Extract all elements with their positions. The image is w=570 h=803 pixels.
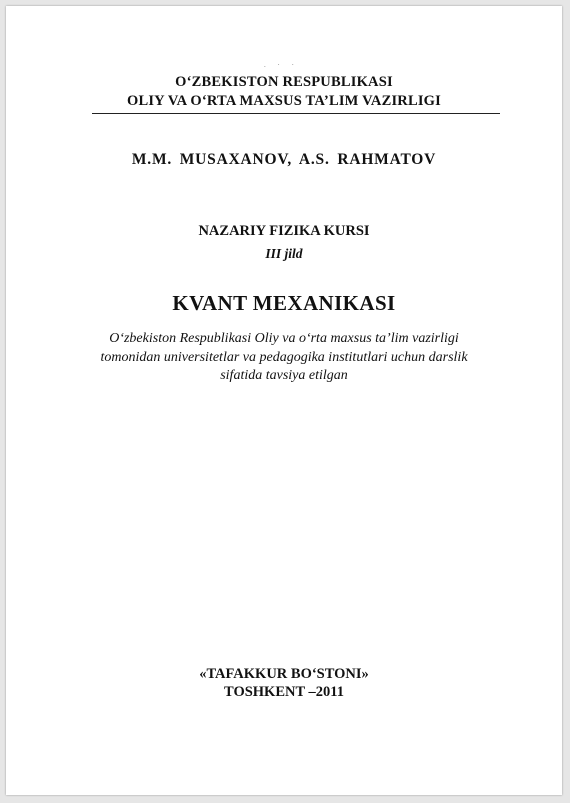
approval-line-2: tomonidan universitetlar va pedagogika institutlari uchun darslik <box>100 350 468 365</box>
ministry-line-1: O‘ZBEKISTON RESPUBLIKASI <box>175 74 393 90</box>
ministry-line-2: OLIY VA O‘RTA MAXSUS TA’LIM VAZIRLIGI <box>126 93 442 109</box>
book-title: KVANT MEXANIKASI <box>172 291 396 315</box>
approval-line-1: O‘zbekiston Respublikasi Oliy va o‘rta maxsus ta’lim vazirligi <box>109 331 459 346</box>
authors: M.M. MUSAXANOV, A.S. RAHMATOV <box>131 151 437 168</box>
volume-label: III jild <box>265 246 303 261</box>
title-page <box>6 6 562 795</box>
series-title: NAZARIY FIZIKA KURSI <box>198 223 370 239</box>
approval-line-3: sifatida tavsiya etilgan <box>220 368 348 383</box>
publisher-name: «TAFAKKUR BO‘STONI» <box>199 666 369 682</box>
publisher-place-year: TOSHKENT –2011 <box>224 684 344 700</box>
header-rule <box>92 113 500 114</box>
scan-artifact: . · · <box>264 61 299 69</box>
